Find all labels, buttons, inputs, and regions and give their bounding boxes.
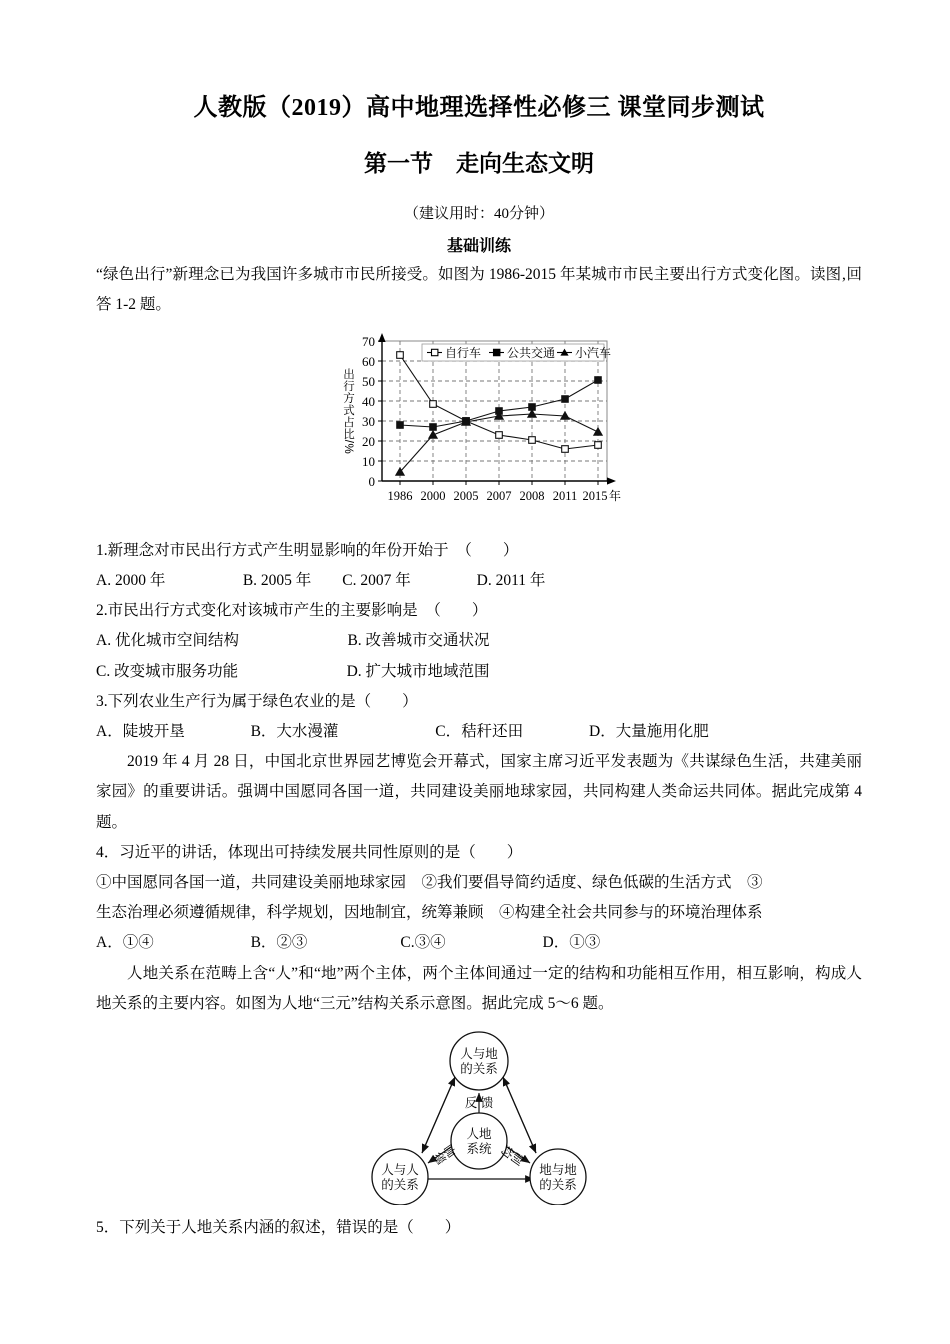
node-human-land-relation-label-1: 人与地	[460, 1047, 498, 1062]
chart-point-bicycle-2008	[529, 436, 536, 443]
chart-xtick-2007: 2007	[486, 488, 512, 503]
suggested-time: （建议用时：40分钟）	[403, 206, 554, 223]
legend-marker-bicycle	[432, 349, 438, 355]
human-land-diagram-container	[96, 1027, 862, 1207]
chart-xtick-2000: 2000	[420, 488, 446, 503]
chart-point-bicycle-2011	[562, 445, 569, 452]
travel-mode-chart-container	[96, 333, 862, 518]
section-heading: 基础训练	[446, 238, 511, 256]
chart-xtick-2015: 2015	[582, 488, 608, 503]
node-human-land-relation-circle	[450, 1032, 508, 1090]
chart-point-bicycle-2007	[496, 431, 503, 438]
edge-label-restriction: 制约	[499, 1142, 527, 1168]
question-4-options: A．①④ B．②③ C.③④ D．①③	[96, 934, 601, 952]
node-land-land-relation-label-1: 地与地	[539, 1163, 577, 1178]
question-4-items-line-2: 生态治理必须遵循规律，科学规划，因地制宜，统筹兼顾 ④构建全社会共同参与的环境治理体系	[96, 904, 763, 922]
node-human-land-relation-label-2: 的关系	[460, 1062, 498, 1077]
chart-plot-frame	[382, 341, 607, 481]
chart-x-axis-unit: 年	[608, 488, 622, 503]
question-5-stem: 5．下列关于人地关系内涵的叙述，错误的是（ ）	[96, 1219, 461, 1237]
chart-point-public-transport-2000	[430, 423, 437, 430]
chart-point-car-2015	[594, 427, 603, 435]
chart-y-tick-labels	[362, 334, 375, 489]
question-4-stem: 4．习近平的讲话，体现出可持续发展共同性原则的是（ ）	[96, 843, 523, 861]
question-3-options: A．陡坡开垦 B．大水漫灌 C．秸秆还田 D．大量施用化肥	[96, 722, 709, 740]
chart-svg	[334, 333, 624, 518]
node-human-human-relation-label-2: 的关系	[381, 1178, 419, 1193]
chart-point-public-transport-2011	[562, 395, 569, 402]
node-human-land-system-circle	[451, 1113, 507, 1169]
question-2-options-line-1: A. 优化城市空间结构 B. 改善城市交通状况	[96, 632, 490, 650]
intro-paragraph-3: 人地关系在范畴上含“人”和“地”两个主体，两个主体间通过一定的结构和功能相互作用，相互影响，构成人地关系的主要内容。如图为人地“三元”结构关系示意图。据此完成 5～6 题。	[96, 964, 862, 1012]
legend-marker-public-transport	[494, 349, 500, 355]
chart-point-bicycle-1986	[397, 351, 404, 358]
chart-ytick-20: 20	[362, 433, 375, 449]
node-human-human-relation-label-1: 人与人	[381, 1163, 419, 1178]
chart-point-public-transport-2015	[595, 376, 602, 383]
question-2-stem: 2.市民出行方式变化对该城市产生的主要影响是 （ ）	[96, 602, 488, 620]
chart-ytick-60: 60	[362, 353, 375, 369]
chart-x-tick-labels	[388, 488, 622, 503]
human-land-triangle-diagram	[344, 1027, 614, 1207]
node-human-human-relation-circle	[372, 1149, 428, 1205]
chart-y-axis-label: 出行方式占比/%	[342, 367, 354, 454]
chart-xtick-2008: 2008	[519, 488, 545, 503]
chart-point-car-2008	[528, 409, 537, 417]
edge-left-down-arrow	[422, 1077, 455, 1153]
travel-mode-line-chart	[334, 333, 624, 518]
chart-ytick-70: 70	[362, 333, 375, 349]
node-human-land-system-label-1: 人地	[466, 1127, 492, 1142]
question-1-options: A. 2000 年 B. 2005 年 C. 2007 年 D. 2011 年	[96, 571, 546, 589]
node-land-land-relation-label-2: 的关系	[539, 1178, 577, 1193]
edge-label-feedback: 反 馈	[464, 1096, 494, 1111]
page-subtitle: 第一节 走向生态文明	[364, 151, 594, 176]
chart-series-bicycle	[397, 351, 602, 452]
chart-point-bicycle-2015	[595, 441, 602, 448]
chart-ytick-10: 10	[362, 453, 375, 469]
node-human-land-system-label-2: 系统	[466, 1142, 492, 1157]
chart-legend	[422, 344, 611, 361]
chart-ytick-30: 30	[362, 413, 375, 429]
legend-label-car: 小汽车	[575, 345, 612, 360]
page-title: 人教版（2019）高中地理选择性必修三 课堂同步测试	[193, 95, 765, 121]
chart-x-axis-arrow	[607, 477, 616, 484]
chart-xtick-2011: 2011	[552, 488, 578, 503]
question-4-items-line-1: ①中国愿同各国一道，共同建设美丽地球家园 ②我们要倡导简约适度、绿色低碳的生活方式 ③	[96, 874, 763, 892]
chart-point-car-2000	[429, 430, 438, 438]
question-2-options-line-2: C. 改变城市服务功能 D. 扩大城市地域范围	[96, 662, 490, 680]
chart-point-public-transport-1986	[397, 421, 404, 428]
chart-point-bicycle-2000	[430, 400, 437, 407]
node-land-land-relation-circle	[530, 1149, 586, 1205]
question-3-stem: 3.下列农业生产行为属于绿色农业的是（ ）	[96, 692, 418, 710]
chart-ytick-50: 50	[362, 373, 375, 389]
question-1-stem: 1.新理念对市民出行方式产生明显影响的年份开始于 （ ）	[96, 541, 519, 559]
intro-paragraph-2: 2019 年 4 月 28 日，中国北京世界园艺博览会开幕式，国家主席习近平发表题为《共谋绿色生活，共建美丽家园》的重要讲话。强调中国愿同各国一道，共同建设美丽地球家园，共同构建人类命运共同体。据此完成第 4 题。	[96, 753, 862, 831]
chart-ytick-0: 0	[368, 473, 375, 489]
legend-label-bicycle: 自行车	[445, 345, 482, 360]
edge-right-up-arrow	[503, 1077, 536, 1153]
edge-label-influence: 影响	[431, 1142, 459, 1168]
legend-label-public-transport: 公共交通	[507, 345, 556, 360]
chart-xtick-1986: 1986	[387, 488, 413, 503]
chart-xtick-2005: 2005	[453, 488, 479, 503]
chart-gridlines-horizontal	[382, 361, 607, 461]
diagram-svg	[344, 1027, 614, 1205]
chart-ytick-40: 40	[362, 393, 375, 409]
intro-paragraph-1: “绿色出行”新理念已为我国许多城市市民所接受。如图为 1986-2015 年某城市市民主要出行方式变化图。读图‚回答 1-2 题。	[96, 266, 862, 314]
